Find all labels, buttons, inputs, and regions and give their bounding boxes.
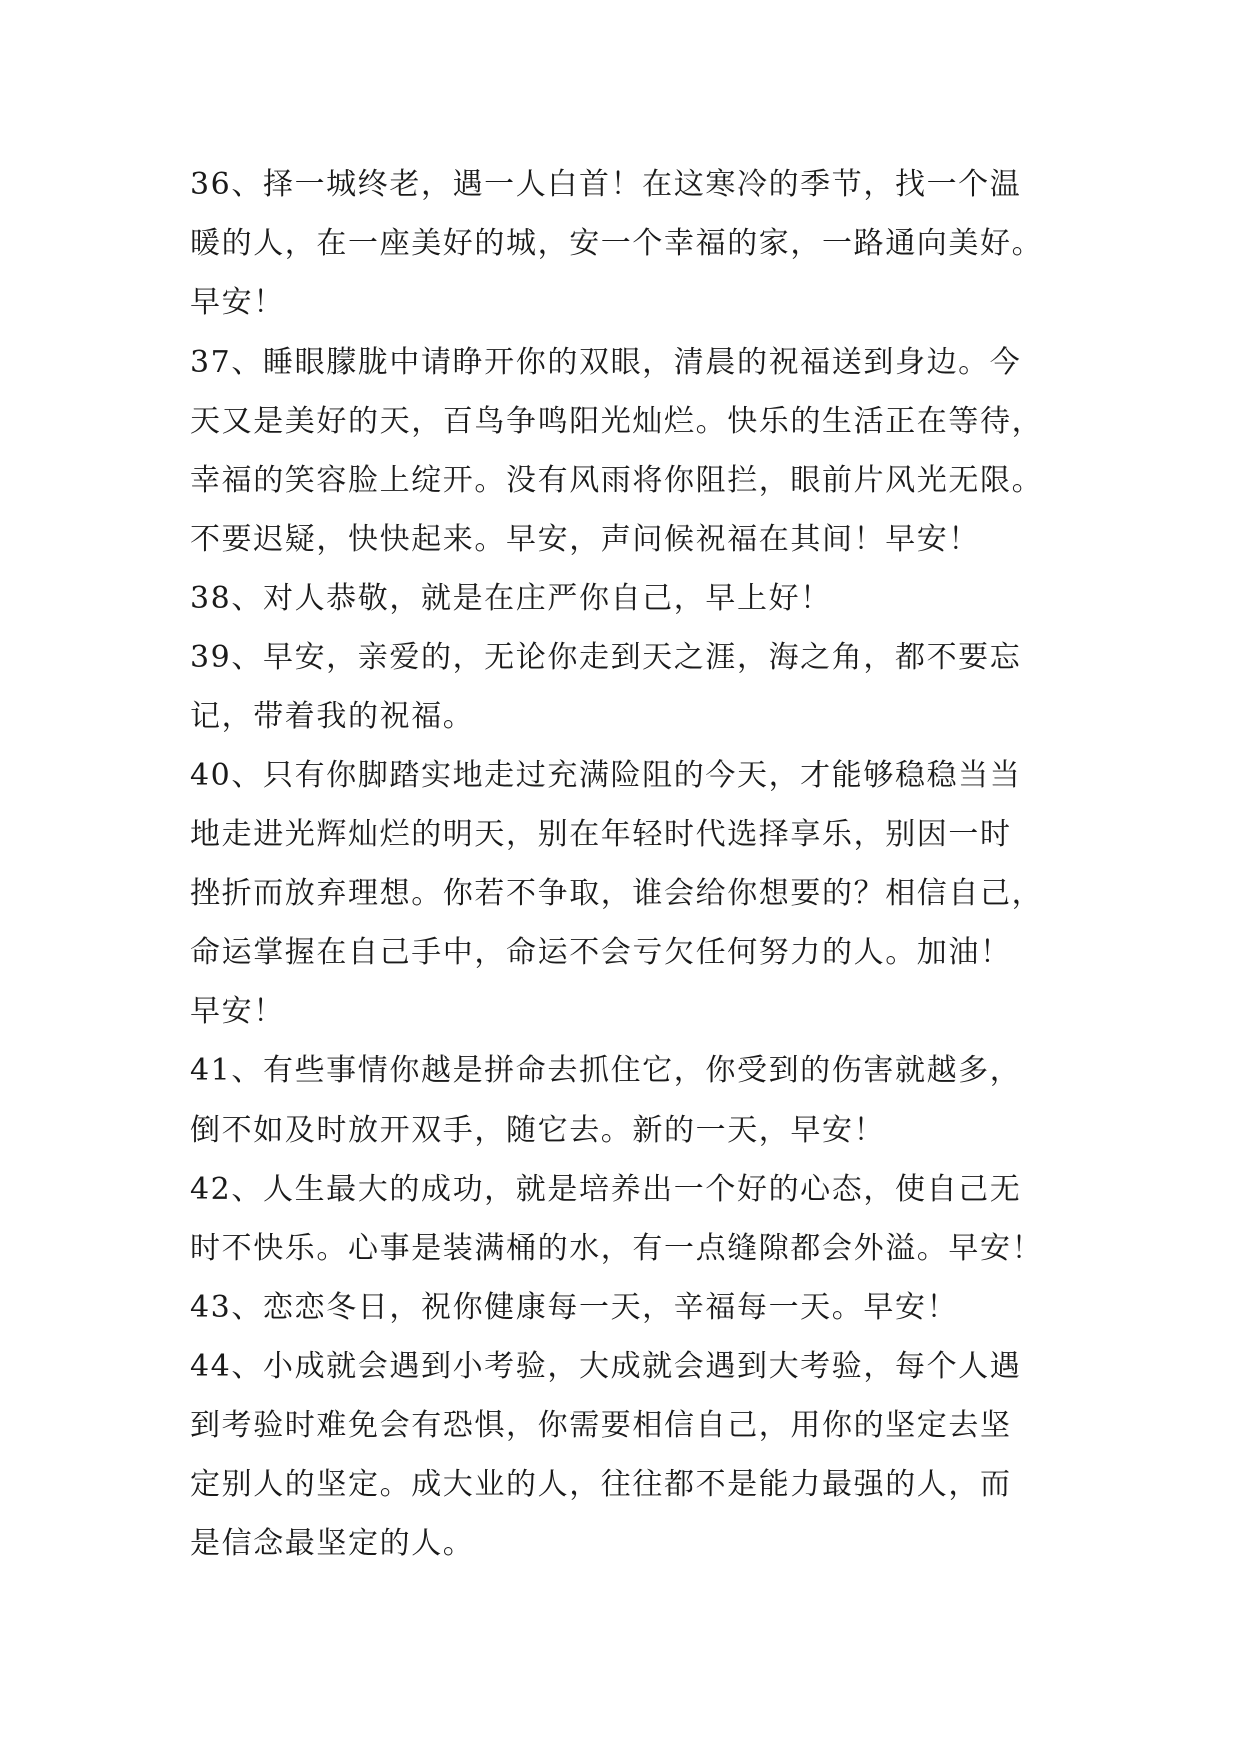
text-line: 40、只有你脚踏实地走过充满险阻的今天，才能够稳稳当当 bbox=[190, 758, 1022, 793]
text-line: 地走进光辉灿烂的明天，别在年轻时代选择享乐，别因一时 bbox=[190, 817, 1012, 852]
text-line: 是信念最坚定的人。 bbox=[190, 1526, 475, 1561]
text-line: 早安！ bbox=[190, 994, 285, 1029]
text-line: 幸福的笑容脸上绽开。没有风雨将你阻拦，眼前片风光无限。 bbox=[190, 463, 1044, 498]
text-line: 44、小成就会遇到小考验，大成就会遇到大考验，每个人遇 bbox=[190, 1349, 1022, 1384]
text-line: 到考验时难免会有恐惧，你需要相信自己，用你的坚定去坚 bbox=[190, 1408, 1012, 1443]
text-line: 早安！ bbox=[190, 285, 285, 320]
text-line: 39、早安，亲爱的，无论你走到天之涯，海之角，都不要忘 bbox=[190, 640, 1022, 675]
text-line: 定别人的坚定。成大业的人，往往都不是能力最强的人，而 bbox=[190, 1467, 1012, 1502]
text-line: 天又是美好的天，百鸟争鸣阳光灿烂。快乐的生活正在等待， bbox=[190, 404, 1044, 439]
text-line: 倒不如及时放开双手，随它去。新的一天，早安！ bbox=[190, 1113, 886, 1148]
text-line: 38、对人恭敬，就是在庄严你自己，早上好！ bbox=[190, 581, 832, 616]
text-line: 36、择一城终老，遇一人白首！在这寒冷的季节，找一个温 bbox=[190, 167, 1022, 202]
text-line: 37、睡眼朦胧中请睁开你的双眼，清晨的祝福送到身边。今 bbox=[190, 345, 1022, 380]
text-line: 暖的人，在一座美好的城，安一个幸福的家，一路通向美好。 bbox=[190, 226, 1044, 261]
text-line: 时不快乐。心事是装满桶的水，有一点缝隙都会外溢。早安！ bbox=[190, 1231, 1044, 1266]
text-line: 不要迟疑，快快起来。早安，声问候祝福在其间！早安！ bbox=[190, 522, 980, 557]
text-line: 命运掌握在自己手中，命运不会亏欠任何努力的人。加油！ bbox=[190, 935, 1012, 970]
text-line: 挫折而放弃理想。你若不争取，谁会给你想要的？相信自己， bbox=[190, 876, 1044, 911]
text-line: 43、恋恋冬日，祝你健康每一天，辛福每一天。早安！ bbox=[190, 1290, 959, 1325]
text-line: 41、有些事情你越是拼命去抓住它，你受到的伤害就越多， bbox=[190, 1053, 1022, 1088]
text-line: 记，带着我的祝福。 bbox=[190, 699, 475, 734]
text-line: 42、人生最大的成功，就是培养出一个好的心态，使自己无 bbox=[190, 1172, 1022, 1207]
